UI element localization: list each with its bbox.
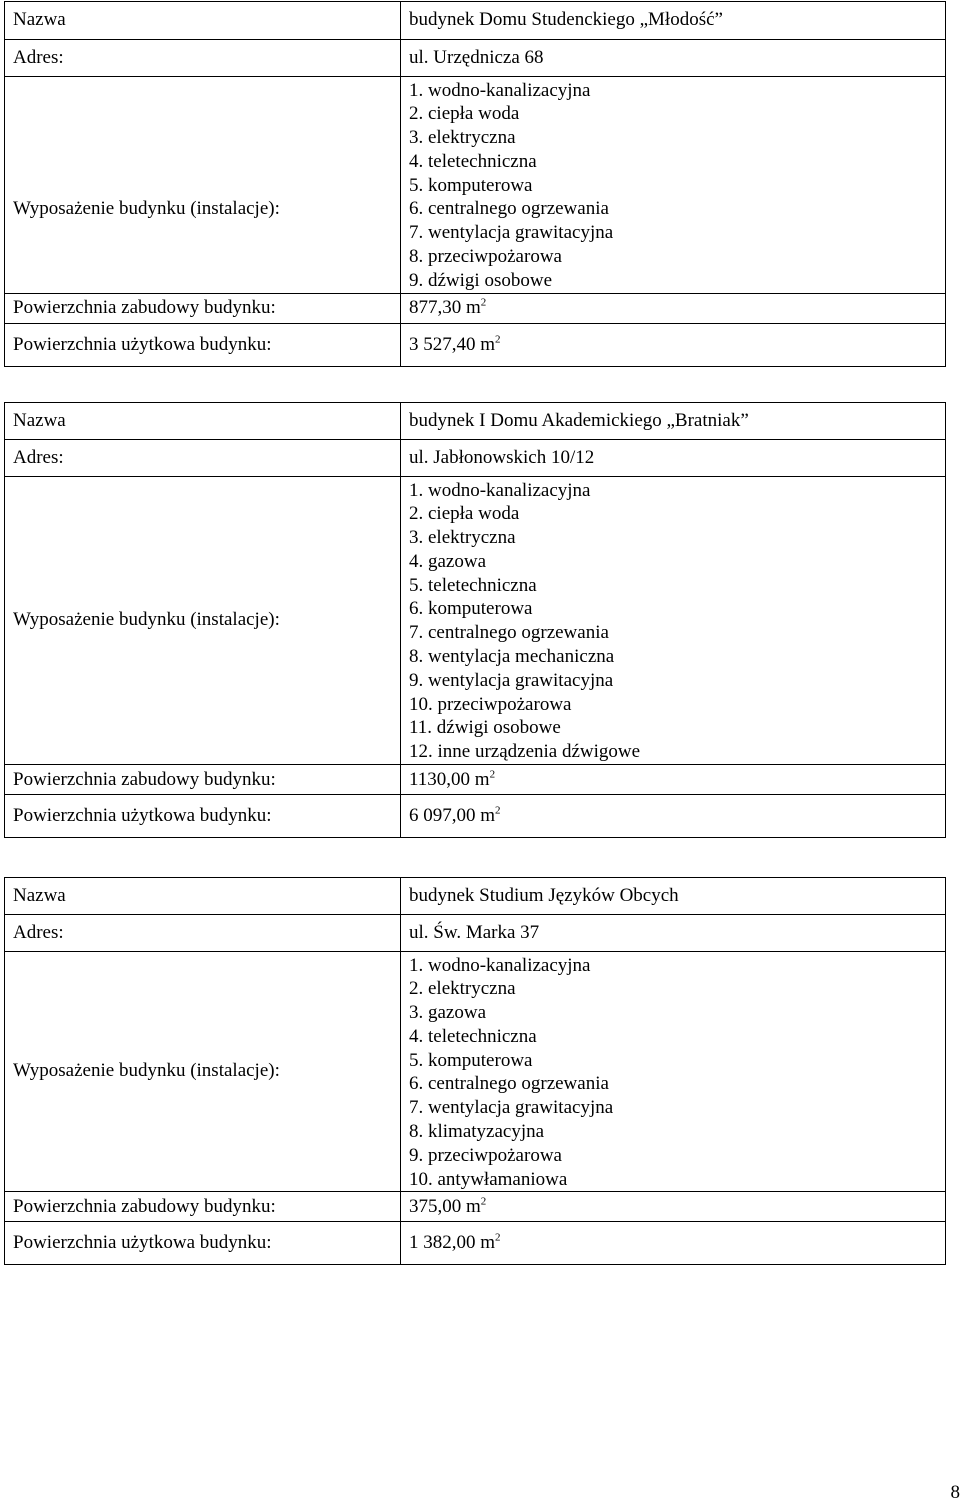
equipment-item: 4. gazowa (409, 550, 487, 572)
built-area-value: 375,00 $m^2$ (401, 1192, 946, 1222)
equipment-item: 3. elektryczna (409, 127, 516, 149)
equipment-item: 5. komputerowa (409, 1049, 533, 1071)
equipment-item: 8. klimatyzacyjna (409, 1121, 545, 1143)
equipment-item: 7. wentylacja grawitacyjna (409, 222, 614, 244)
address-label: Adres: (5, 914, 401, 951)
name-value: budynek I Domu Akademickiego „Bratniak” (401, 403, 946, 439)
equipment-item: 6. komputerowa (409, 598, 533, 620)
name-value: budynek Studium Języków Obcych (401, 878, 946, 914)
address-label: Adres: (5, 39, 401, 76)
equipment-item: 5. komputerowa (409, 174, 533, 196)
equipment-item: 9. dźwigi osobowe (409, 269, 553, 291)
equipment-item: 7. wentylacja grawitacyjna (409, 1097, 614, 1119)
name-value: budynek Domu Studenckiego „Młodość” (401, 2, 946, 39)
usable-area-value: 1 382,00 $m^2$ (401, 1222, 946, 1264)
usable-area-label: Powierzchnia użytkowa budynku: (5, 795, 401, 837)
built-area-label: Powierzchnia zabudowy budynku: (5, 765, 401, 795)
equipment-list (401, 476, 946, 765)
usable-area-value: 3 527,40 $m^2$ (401, 323, 946, 366)
equipment-item: 3. elektryczna (409, 527, 516, 549)
name-label: Nazwa (5, 403, 401, 439)
usable-area-label: Powierzchnia użytkowa budynku: (5, 1222, 401, 1264)
name-label: Nazwa (5, 2, 401, 39)
page-number: 8 (950, 1482, 960, 1503)
equipment-item: 3. gazowa (409, 1002, 487, 1024)
equipment-item: 2. ciepła woda (409, 503, 520, 525)
usable-area-label: Powierzchnia użytkowa budynku: (5, 323, 401, 366)
name-label: Nazwa (5, 878, 401, 914)
building-table-2 (4, 402, 946, 838)
equipment-item: 1. wodno-kanalizacyjna (409, 954, 591, 976)
equipment-item: 11. dźwigi osobowe (409, 717, 561, 739)
usable-area-value: 6 097,00 $m^2$ (401, 795, 946, 837)
equipment-item: 6. centralnego ogrzewania (409, 198, 609, 220)
built-area-value: 877,30 $m^2$ (401, 293, 946, 323)
equipment-item: 1. wodno-kanalizacyjna (409, 479, 591, 501)
equipment-item: 2. ciepła woda (409, 103, 520, 125)
built-area-label: Powierzchnia zabudowy budynku: (5, 1192, 401, 1222)
address-label: Adres: (5, 439, 401, 476)
building-table-3 (4, 877, 946, 1265)
equipment-item: 9. wentylacja grawitacyjna (409, 669, 614, 691)
equipment-label: Wyposażenie budynku (instalacje): (5, 476, 401, 765)
equipment-item: 7. centralnego ogrzewania (409, 622, 609, 644)
equipment-item: 6. centralnego ogrzewania (409, 1073, 609, 1095)
equipment-list (401, 951, 946, 1192)
equipment-item: 8. przeciwpożarowa (409, 246, 562, 268)
equipment-item: 9. przeciwpożarowa (409, 1144, 562, 1166)
equipment-list (401, 76, 946, 293)
built-area-value: 1130,00 $m^2$ (401, 765, 946, 795)
address-value: ul. Św. Marka 37 (401, 914, 946, 951)
equipment-item: 4. teletechniczna (409, 150, 537, 172)
building-table-1 (4, 1, 946, 367)
equipment-item: 1. wodno-kanalizacyjna (409, 79, 591, 101)
address-value: ul. Jabłonowskich 10/12 (401, 439, 946, 476)
equipment-item: 10. przeciwpożarowa (409, 693, 572, 715)
equipment-item: 5. teletechniczna (409, 574, 537, 596)
built-area-label: Powierzchnia zabudowy budynku: (5, 293, 401, 323)
equipment-label: Wyposażenie budynku (instalacje): (5, 76, 401, 293)
equipment-item: 4. teletechniczna (409, 1025, 537, 1047)
equipment-item: 2. elektryczna (409, 978, 516, 1000)
equipment-item: 8. wentylacja mechaniczna (409, 646, 615, 668)
equipment-item: 10. antywłamaniowa (409, 1168, 568, 1190)
address-value: ul. Urzędnicza 68 (401, 39, 946, 76)
equipment-item: 12. inne urządzenia dźwigowe (409, 741, 641, 763)
equipment-label: Wyposażenie budynku (instalacje): (5, 951, 401, 1192)
